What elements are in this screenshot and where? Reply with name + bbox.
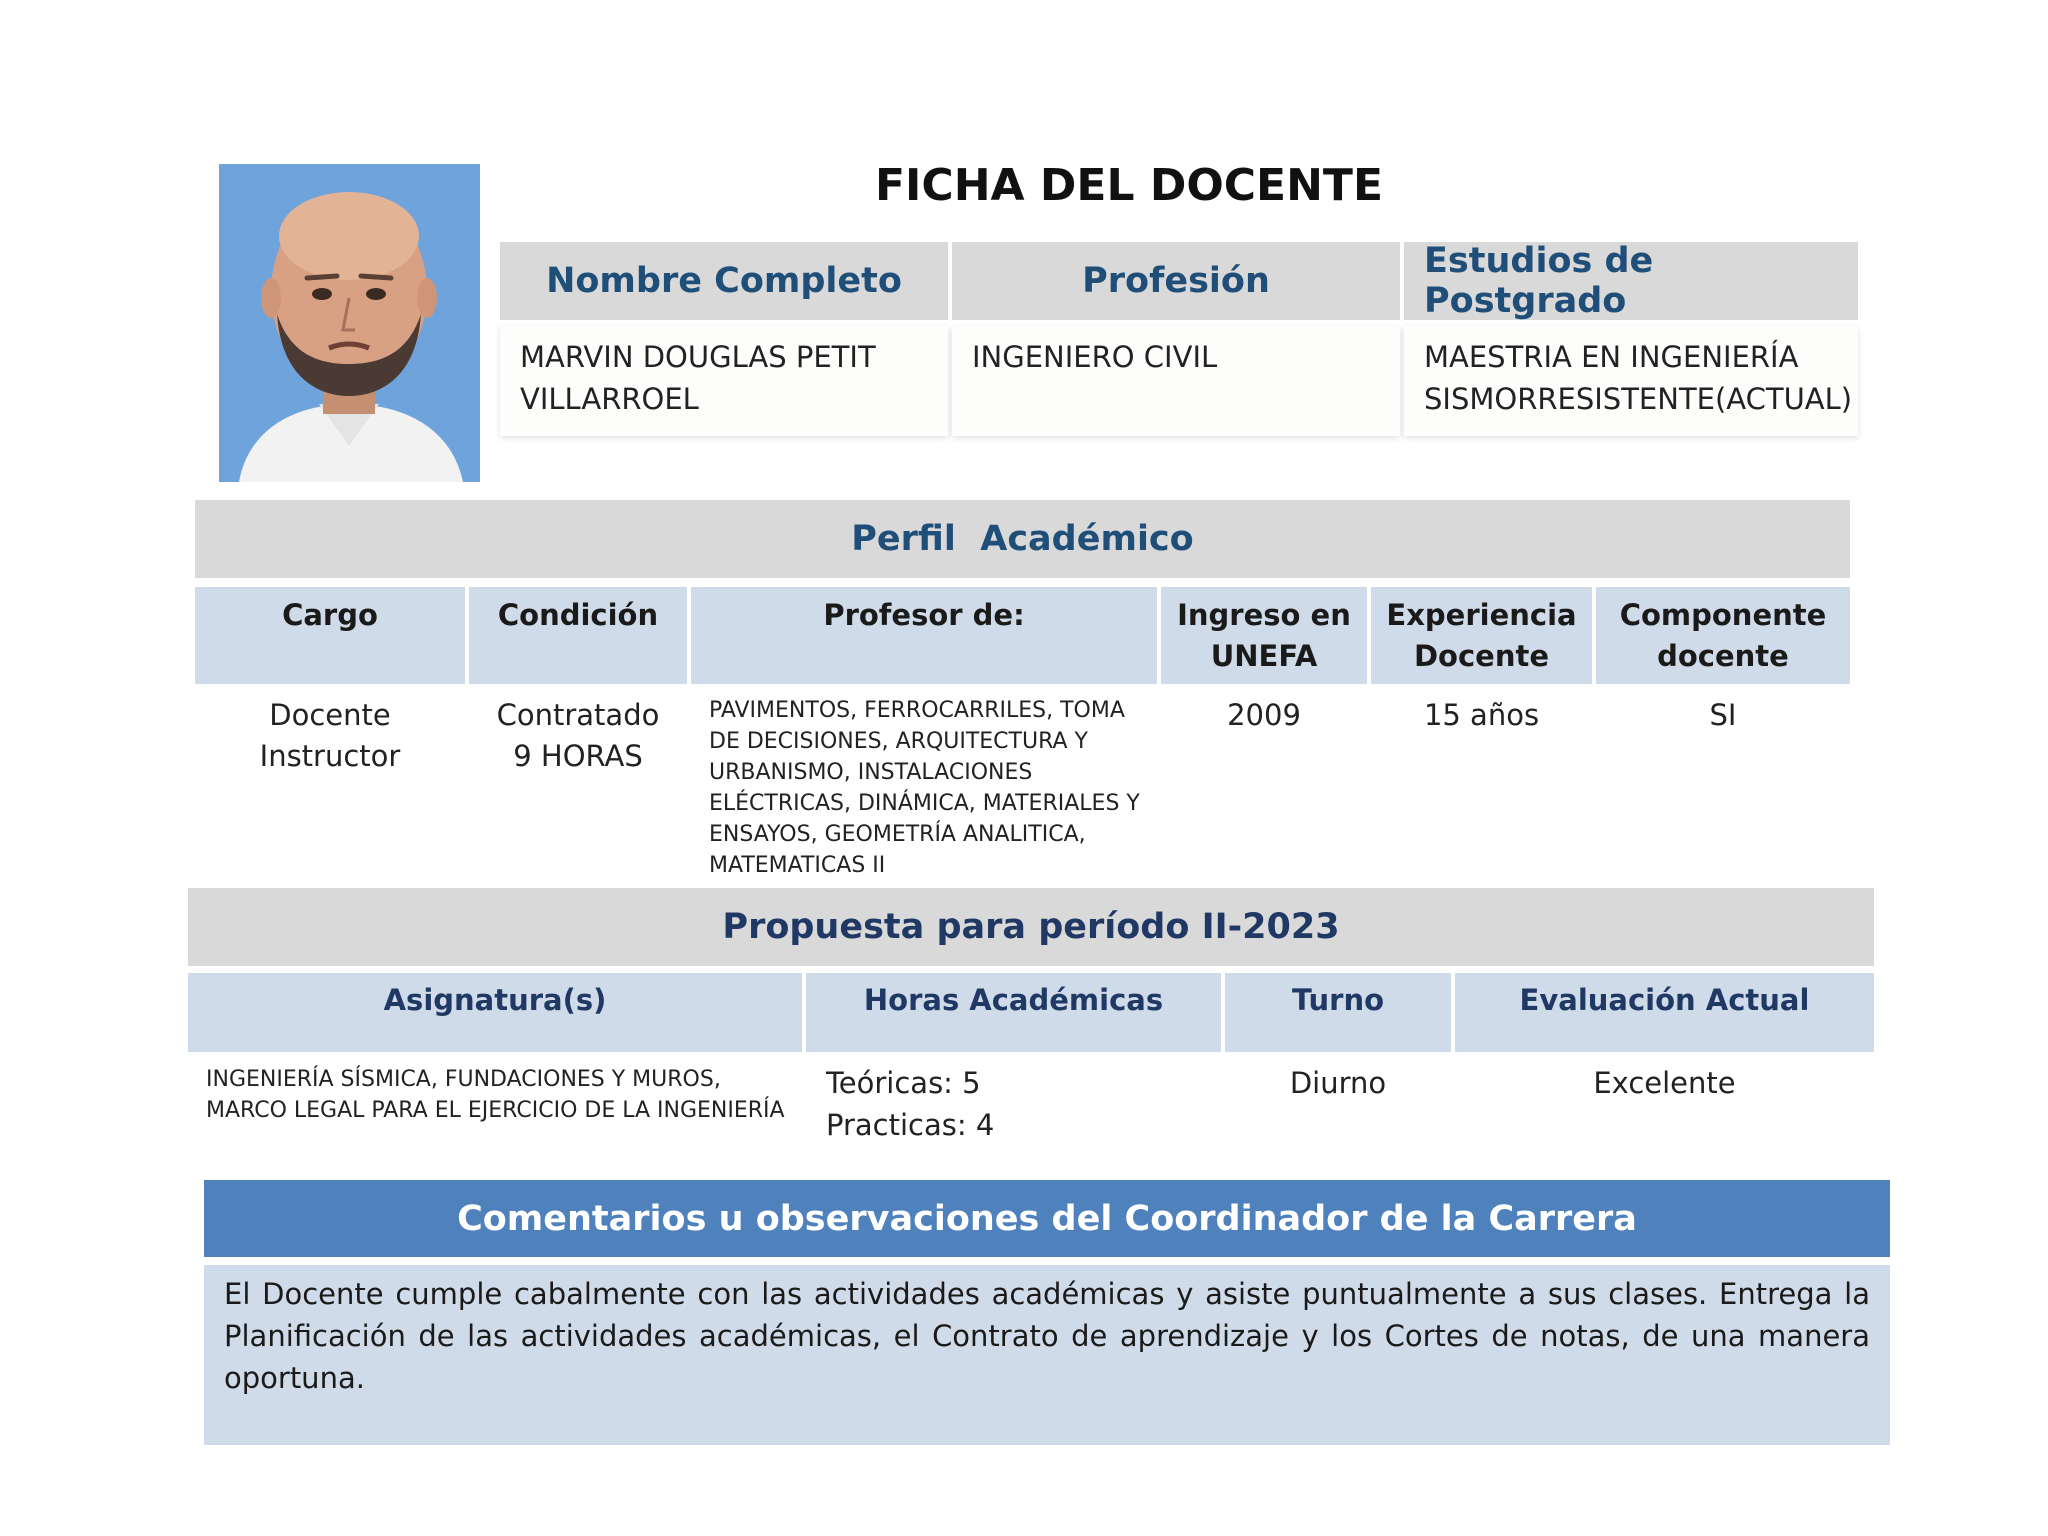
- comentarios-text: El Docente cumple cabalmente con las actividades académicas y asiste puntualmente a sus clases. Entrega la Planificación de las actividades académicas, el Contrato de aprendizaje y los Cortes de notas, de una manera oportuna.: [204, 1265, 1890, 1445]
- perfil-value-row: [195, 695, 1850, 881]
- value-line: Contratado: [496, 698, 660, 732]
- value-evaluacion: Excelente: [1593, 1066, 1736, 1100]
- value-postgrado: [1404, 326, 1858, 436]
- value-profesor-de: [691, 695, 1157, 881]
- column-header-profesor-de: [691, 587, 1157, 684]
- document-title: FICHA DEL DOCENTE: [874, 160, 1384, 211]
- teacher-info-header-row: [500, 242, 1858, 320]
- value-line: Docente: [269, 698, 391, 732]
- section-title-comentarios: Comentarios u observaciones del Coordinador de la Carrera: [204, 1180, 1890, 1257]
- column-header-asignaturas: Asignatura(s): [188, 973, 802, 1052]
- section-title-perfil: Perfil Académico: [195, 500, 1850, 578]
- value-line: Teóricas: 5: [826, 1066, 981, 1100]
- value-line: Instructor: [259, 739, 401, 773]
- value-line: MARCO LEGAL PARA EL EJERCICIO DE LA INGENIERÍA: [206, 1098, 785, 1123]
- header-line: Cargo: [282, 598, 378, 632]
- value-nombre-line: MARVIN DOUGLAS PETIT: [520, 340, 876, 374]
- header-line: Ingreso en: [1177, 598, 1351, 632]
- column-header-condicion: [469, 587, 687, 684]
- value-line: PAVIMENTOS, FERROCARRILES, TOMA: [709, 698, 1125, 723]
- value-experiencia: 15 años: [1423, 698, 1540, 732]
- value-ingreso: 2009: [1227, 698, 1301, 732]
- value-turno: Diurno: [1289, 1066, 1387, 1100]
- value-line: 9 HORAS: [513, 739, 643, 773]
- value-horas: [806, 1062, 1221, 1146]
- column-header-postgrado: Estudios de Postgrado: [1404, 242, 1858, 320]
- value-asignaturas: [188, 1062, 802, 1146]
- column-header-horas: Horas Académicas: [806, 973, 1221, 1052]
- section-title-propuesta: Propuesta para período II-2023: [188, 888, 1874, 966]
- header-line: Experiencia: [1386, 598, 1577, 632]
- column-header-cargo: [195, 587, 465, 684]
- column-header-componente: [1596, 587, 1850, 684]
- value-line: DE DECISIONES, ARQUITECTURA Y: [709, 729, 1088, 754]
- value-condicion: [469, 695, 687, 881]
- header-line: Profesor de:: [823, 598, 1025, 632]
- teacher-info-table: [500, 242, 1858, 436]
- portrait-illustration: [219, 164, 480, 482]
- value-postgrado-line: MAESTRIA EN INGENIERÍA: [1424, 340, 1799, 374]
- column-header-evaluacion: Evaluación Actual: [1455, 973, 1874, 1052]
- value-nombre-line: VILLARROEL: [520, 382, 699, 416]
- column-header-nombre: Nombre Completo: [500, 242, 948, 320]
- value-line: ENSAYOS, GEOMETRÍA ANALITICA,: [709, 822, 1086, 847]
- header-line: docente: [1657, 639, 1789, 673]
- column-header-experiencia: [1371, 587, 1592, 684]
- value-line: URBANISMO, INSTALACIONES: [709, 760, 1033, 785]
- value-profesion: INGENIERO CIVIL: [952, 326, 1400, 436]
- value-line: INGENIERÍA SÍSMICA, FUNDACIONES Y MUROS,: [206, 1067, 721, 1092]
- perfil-header-row: [195, 587, 1850, 684]
- header-line: Condición: [497, 598, 659, 632]
- value-nombre: [500, 326, 948, 436]
- column-header-ingreso: [1161, 587, 1367, 684]
- header-line: Componente: [1619, 598, 1827, 632]
- value-componente: SI: [1709, 698, 1737, 732]
- teacher-photo: [219, 164, 480, 482]
- value-line: ELÉCTRICAS, DINÁMICA, MATERIALES Y: [709, 791, 1140, 816]
- teacher-info-value-row: [500, 326, 1858, 436]
- column-header-turno: Turno: [1225, 973, 1451, 1052]
- propuesta-value-row: [188, 1062, 1874, 1146]
- value-postgrado-line: SISMORRESISTENTE(ACTUAL): [1424, 382, 1853, 416]
- column-header-profesion: Profesión: [952, 242, 1400, 320]
- value-line: Practicas: 4: [826, 1108, 995, 1142]
- header-line: Docente: [1413, 639, 1549, 673]
- header-line: UNEFA: [1210, 639, 1318, 673]
- value-cargo: [195, 695, 465, 881]
- value-line: MATEMATICAS II: [709, 853, 886, 878]
- propuesta-header-row: [188, 973, 1874, 1052]
